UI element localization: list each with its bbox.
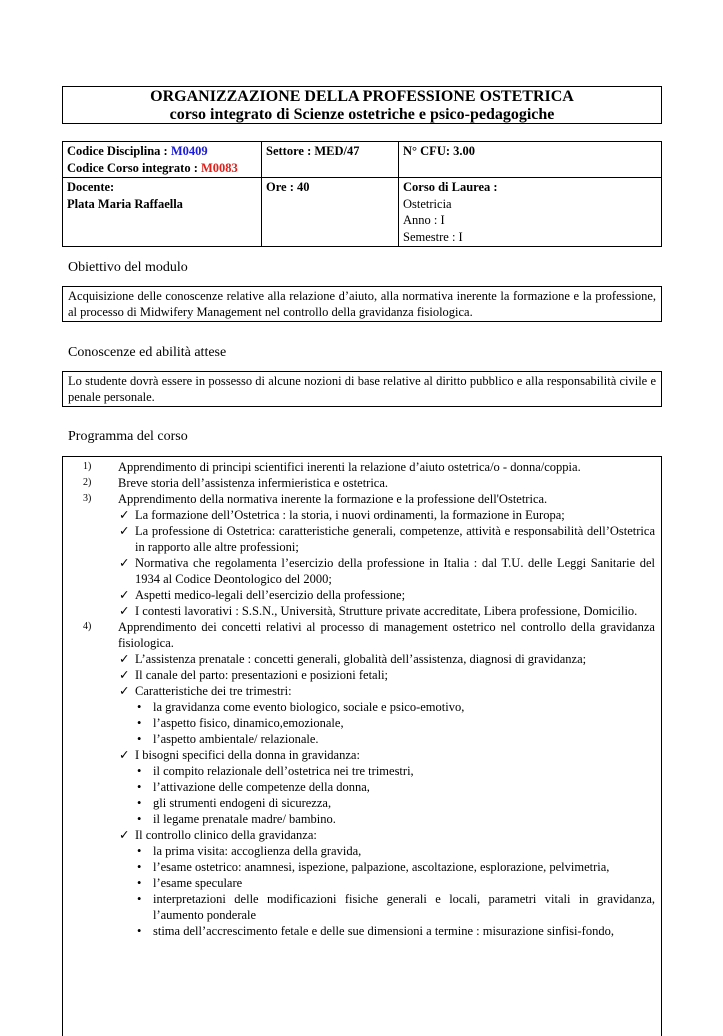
item-number: 2) bbox=[83, 477, 92, 488]
settore-cell: Settore : MED/47 bbox=[262, 142, 399, 178]
bullet-icon: • bbox=[137, 812, 142, 826]
programma-heading: Programma del corso bbox=[68, 429, 188, 444]
program-item-1 bbox=[63, 459, 661, 475]
item-text: Apprendimento della normativa inerente la formazione e la professione dell'Ostetrica. bbox=[118, 492, 548, 506]
checkmark-icon: ✓ bbox=[119, 748, 130, 762]
codes-cell bbox=[63, 142, 262, 178]
bullet-item: • interpretazioni delle modificazioni fisiche generali e locali, parametri vitali in gravidanza, l’aumento ponderale bbox=[137, 892, 655, 922]
conoscenze-heading: Conoscenze ed abilità attese bbox=[68, 345, 227, 360]
checkmark-icon: ✓ bbox=[119, 668, 130, 682]
bullet-item: • l’esame ostetrico: anamnesi, ispezione, palpazione, ascoltazione, esplorazione, pelvimetria, bbox=[137, 860, 610, 874]
bullet-item: • la gravidanza come evento biologico, sociale e psico-emotivo, bbox=[137, 700, 465, 714]
codice-disciplina-value: M0409 bbox=[170, 144, 208, 158]
codice-disciplina-label: Codice Disciplina : bbox=[67, 144, 171, 158]
bullet-item: • l’aspetto ambientale/ relazionale. bbox=[137, 732, 319, 746]
checkmark-icon: ✓ bbox=[119, 524, 130, 538]
bullet-icon: • bbox=[137, 844, 142, 858]
checkmark-icon: ✓ bbox=[119, 588, 130, 602]
check-item: ✓ L’assistenza prenatale : concetti generali, globalità dell’assistenza, diagnosi di gravidanza; bbox=[119, 652, 587, 666]
check-item: ✓ I bisogni specifici della donna in gravidanza: bbox=[119, 748, 360, 762]
bullet-icon: • bbox=[137, 892, 142, 906]
info-row-docente bbox=[63, 178, 662, 247]
corso-cell bbox=[399, 178, 662, 247]
checkmark-icon: ✓ bbox=[119, 684, 130, 698]
checkmark-icon: ✓ bbox=[119, 556, 130, 570]
checkmark-icon: ✓ bbox=[119, 508, 130, 522]
bullet-icon: • bbox=[137, 716, 142, 730]
program-item-3 bbox=[63, 491, 661, 507]
title-box bbox=[62, 86, 662, 124]
programma-box bbox=[62, 456, 662, 1036]
bullet-icon: • bbox=[137, 780, 142, 794]
document-title: ORGANIZZAZIONE DELLA PROFESSIONE OSTETRICA bbox=[150, 88, 574, 105]
bullet-icon: • bbox=[137, 924, 142, 938]
checkmark-icon: ✓ bbox=[119, 604, 130, 618]
bullet-icon: • bbox=[137, 764, 142, 778]
bullet-item: • l’aspetto fisico, dinamico,emozionale, bbox=[137, 716, 344, 730]
docente-cell bbox=[63, 178, 262, 247]
corso-name: Ostetricia bbox=[403, 196, 452, 211]
course-info-table bbox=[62, 141, 662, 247]
item-text: Breve storia dell’assistenza infermieristica e ostetrica. bbox=[118, 476, 389, 490]
item-number: 1) bbox=[83, 461, 92, 472]
codice-corso-label: Codice Corso integrato : bbox=[67, 160, 201, 175]
codice-corso-value: M0083 bbox=[201, 160, 238, 175]
corso-label: Corso di Laurea : bbox=[403, 180, 498, 194]
bullet-icon: • bbox=[137, 860, 142, 874]
obiettivo-box: Acquisizione delle conoscenze relative alla relazione d’aiuto, alla normativa inerente la formazione e la professione, al processo di Midwifery Management nel controllo della gravidanza fisiologica. bbox=[62, 286, 662, 322]
bullet-item: • stima dell’accrescimento fetale e delle sue dimensioni a termine : misurazione sinfisi-fondo, bbox=[137, 924, 614, 938]
check-item: ✓ I contesti lavorativi : S.S.N., Università, Strutture private accreditate, Libera professione, Domicilio. bbox=[119, 604, 638, 618]
item-number: 4) bbox=[83, 621, 92, 632]
conoscenze-box: Lo studente dovrà essere in possesso di alcune nozioni di base relative al diritto pubblico e alla responsabilità civile e penale personale. bbox=[62, 371, 662, 407]
check-item: ✓ Aspetti medico-legali dell’esercizio della professione; bbox=[119, 588, 406, 602]
check-item: ✓ Caratteristiche dei tre trimestri: bbox=[119, 684, 292, 698]
check-item: ✓ Il controllo clinico della gravidanza: bbox=[119, 828, 317, 842]
bullet-item: • l’attivazione delle competenze della donna, bbox=[137, 780, 370, 794]
anno-value: Anno : I bbox=[403, 213, 445, 227]
bullet-icon: • bbox=[137, 876, 142, 890]
item-number: 3) bbox=[83, 493, 92, 504]
check-item: ✓ Il canale del parto: presentazioni e posizioni fetali; bbox=[119, 668, 389, 682]
bullet-item: • la prima visita: accoglienza della gravida, bbox=[137, 844, 362, 858]
bullet-item: • il legame prenatale madre/ bambino. bbox=[137, 812, 336, 826]
bullet-item: • l’esame speculare bbox=[137, 876, 243, 890]
checkmark-icon: ✓ bbox=[119, 828, 130, 842]
program-item-4 bbox=[63, 619, 661, 651]
docente-label: Docente: bbox=[67, 180, 115, 194]
document-subtitle: corso integrato di Scienze ostetriche e psico-pedagogiche bbox=[169, 106, 555, 123]
check-item: ✓ La professione di Ostetrica: caratteristiche generali, competenze, attività e responsabilità dell’Ostetrica in rapporto alle altre professioni; bbox=[119, 524, 655, 554]
bullet-icon: • bbox=[137, 732, 142, 746]
check-item: ✓ Normativa che regolamenta l’esercizio della professione in Italia : dal T.U. delle Leggi Sanitarie del 1934 al Codice Deontologico del 2000; bbox=[119, 556, 655, 586]
cfu-cell: N° CFU: 3.00 bbox=[399, 142, 662, 178]
info-row-codes bbox=[63, 142, 662, 178]
program-item-2 bbox=[63, 475, 661, 491]
semestre-value: Semestre : I bbox=[403, 229, 463, 244]
check-item: ✓ La formazione dell’Ostetrica : la storia, i nuovi ordinamenti, la formazione in Europa; bbox=[119, 508, 565, 522]
obiettivo-heading: Obiettivo del modulo bbox=[68, 260, 188, 275]
bullet-icon: • bbox=[137, 796, 142, 810]
item-text: Apprendimento dei concetti relativi al processo di management ostetrico nel controllo della gravidanza fisiologica. bbox=[118, 620, 655, 650]
checkmark-icon: ✓ bbox=[119, 652, 130, 666]
docente-name: Plata Maria Raffaella bbox=[67, 196, 183, 211]
ore-cell: Ore : 40 bbox=[262, 178, 399, 247]
bullet-item: • il compito relazionale dell’ostetrica nei tre trimestri, bbox=[137, 764, 414, 778]
item-text: Apprendimento di principi scientifici inerenti la relazione d’aiuto ostetrica/o - donna/coppia. bbox=[118, 460, 581, 474]
bullet-item: • gli strumenti endogeni di sicurezza, bbox=[137, 796, 332, 810]
bullet-icon: • bbox=[137, 700, 142, 714]
